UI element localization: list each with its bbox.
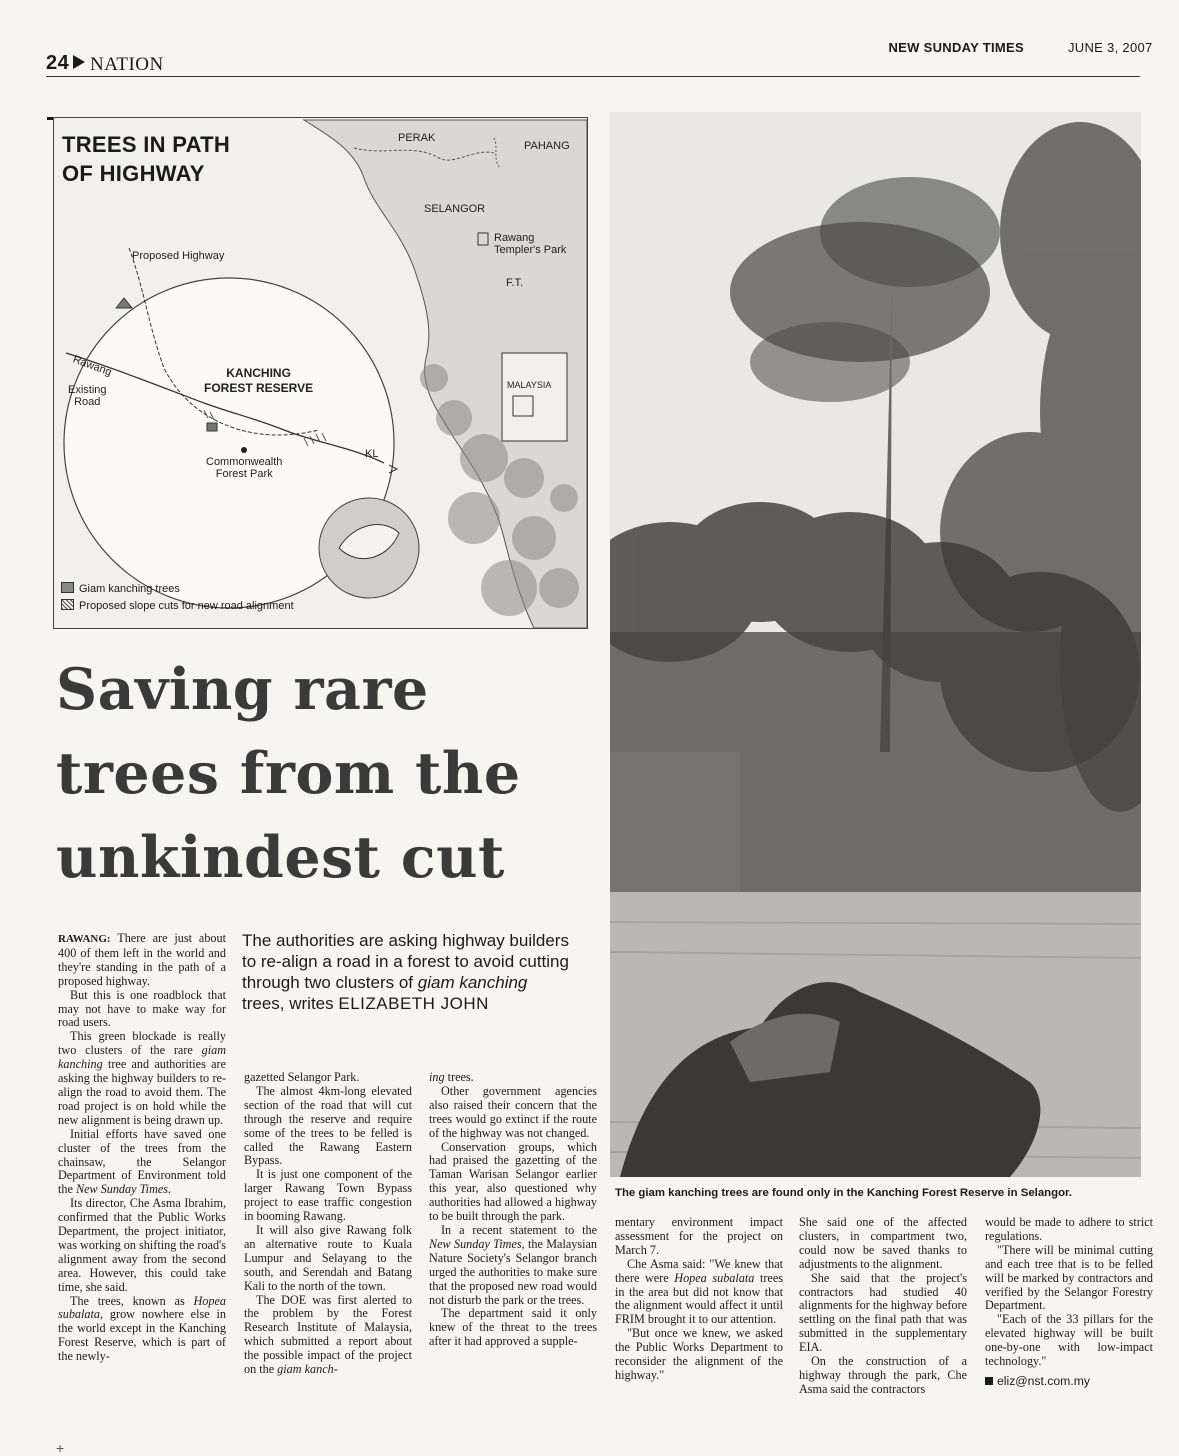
standfirst: The authorities are asking highway builders to re-align a road in a forest to avoid cutting through two clusters of giam kanching trees, writes ELIZABETH JOHN [242,931,569,1013]
map-title-line-2: OF HIGHWAY [62,161,205,186]
photo-caption: The giam kanching trees are found only in the Kanching Forest Reserve in Selangor. [615,1187,1072,1199]
label-rawang-templers: Rawang Templer's Park [494,232,567,256]
article-column-5: She said one of the affected clusters, in compartment two, could now be saved thanks to adjustments to the alignment. She said that the project's contractors had studied 40 alignments for the highway before settling on the final path that was submitted in the supplementary EIA. On the construction of a highway through the park, Che Asma said the contractors [799,1215,967,1396]
label-existing-road: Existing Road [68,384,107,408]
article-column-1: RAWANG: There are just about 400 of them left in the world and they're standing in the path of a proposed highway. But this is one roadblock that may not have to make way for road users. This green blockade is really two clusters of the rare giam kanching tree and authorities are asking the highway builders to re-align the road to avoid them. The road project is on hold while the new alignment is being drawn up. Initial efforts have saved one cluster of the trees from the chainsaw, the Selangor Department of Environment told the New Sunday Times. Its director, Che Asma Ibrahim, confirmed that the Public Works Department, the project initiator, was working on shifting the road's alignment away from the second area. However, this could take time, she said. The trees, known as Hopea subalata, grow nowhere else in the world except in the Kanching Forest Reserve, which is part of the newly- [58,931,226,1364]
headline [56,648,576,900]
email-bullet-icon [985,1377,993,1385]
masthead: NEW SUNDAY TIMES [888,40,1024,55]
headline-line-1: Saving rare [56,656,429,723]
map-drawing [54,118,587,628]
giam-cluster-1 [116,298,132,308]
label-perak: PERAK [398,132,436,144]
commonwealth-marker [241,447,247,453]
legend-giam: Giam kanching trees [61,582,180,595]
article-column-2: gazetted Selangor Park. The almost 4km-long elevated section of the road that will cut through the reserve and require some of the trees to be felled is called the Rawang Eastern Bypass. It is just one component of the larger Rawang Town Bypass project to ease traffic congestion in booming Rawang. It will also give Rawang folk an alternative route to Kuala Lumpur and Selayang to the south, and Serendah and Batang Kali to the north of the town. The DOE was first alerted to the problem by the Forest Research Institute of Malaysia, which submitted a report about the possible impact of the project on the giam kanch- [244,1070,412,1377]
issue-date: JUNE 3, 2007 [1068,40,1153,55]
article-column-4: mentary environment impact assessment for the project on March 7. Che Asma said: "We knew that there were Hopea subalata trees in the area but did not know that the alignment would affect it until FRIM brought it to our attention. "But once we knew, we asked the Public Works Department to reconsider the alignment of the highway." [615,1215,783,1382]
section-arrow-icon [73,55,85,69]
article-column-3: ing trees. Other government agencies also raised their concern that the trees would go extinct if the route of the highway was not changed. Conservation groups, which had praised the gazetting of the Taman Warisan Selangor earlier this year, also questioned why authorities had allowed a highway to be built through the park. In a recent statement to the New Sunday Times, the Malaysian Nature Society's Selangor branch urged the authorities to make sure that the proposed new road would not disturb the park or the trees. The department said it only knew of the threat to the trees after it had approved a supple- [429,1070,597,1349]
crop-mark-icon: + [56,1440,65,1456]
malaysia-inset [502,353,567,441]
forest-photo-drawing [610,112,1141,1177]
giam-cluster-2 [207,423,217,431]
legend-slope: Proposed slope cuts for new road alignment [61,599,294,612]
author-email: eliz@nst.com.my [985,1375,1153,1389]
giam-swatch-icon [61,582,74,593]
article-column-6: would be made to adhere to strict regulations. "There will be minimal cutting and each tree that is to be felled will be marked by contractors and verified by the Selangor Forestry Department. "Each of the 33 pillars for the elevated highway will be built one-by-one with low-impact technology." eliz@nst.com.my [985,1215,1153,1388]
label-ft: F.T. [506,277,524,289]
label-commonwealth-forest-park: Commonwealth Forest Park [206,456,283,480]
label-kanching-forest-reserve: KANCHING FOREST RESERVE [204,366,314,395]
label-rawang: Rawang [71,353,114,379]
map-title-line-1: TREES IN PATH [62,132,231,157]
dateline: RAWANG: [58,933,111,945]
header-rule [46,76,1140,77]
slope-swatch-icon [61,599,74,610]
byline: ELIZABETH JOHN [338,994,489,1013]
headline-line-3: unkindest cut [56,824,505,891]
label-kl: KL [365,448,379,460]
headline-line-2: trees from the [56,740,521,807]
label-proposed-highway: Proposed Highway [132,250,225,262]
label-malaysia: MALAYSIA [507,380,552,390]
map-title [62,130,230,188]
label-selangor: SELANGOR [424,203,486,215]
label-pahang: PAHANG [524,140,570,152]
section-name: NATION [90,54,164,75]
forest-photo [610,112,1141,1177]
page-number: 24 [46,52,70,74]
map-graphic [53,117,588,629]
